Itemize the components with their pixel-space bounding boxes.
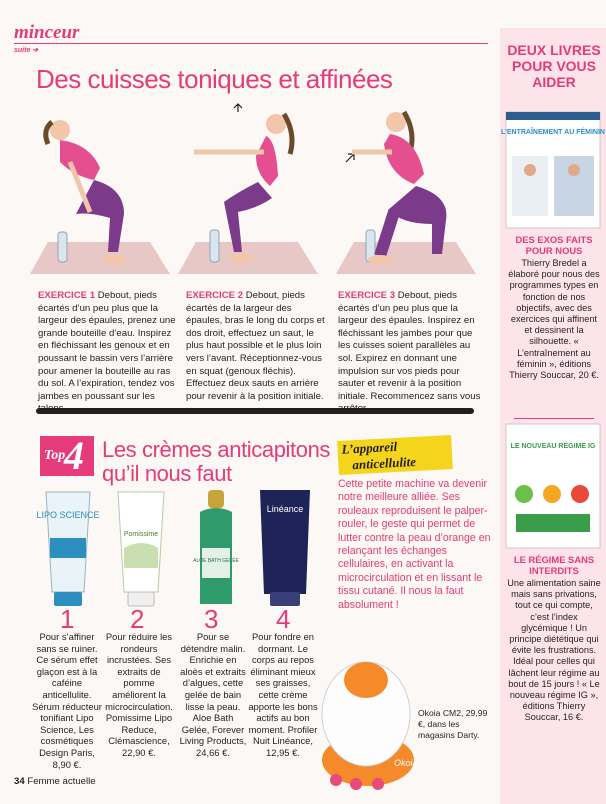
exercise-1-text [38, 290, 180, 416]
product-3-label: ALOE BATH GELÉE [193, 558, 239, 564]
book-1-subtitle: DES EXOS FAITS POUR NOUS [515, 234, 593, 256]
exercise-3-text [338, 290, 484, 416]
exercise-1-label: EXERCICE 1 [38, 290, 96, 301]
product-1-tube [36, 488, 100, 608]
exercise-3-label: EXERCICE 3 [338, 290, 396, 301]
exercise-1-body: Debout, pieds écartés d’un peu plus que la largeur des épaules, prenez une grande bouteille d’eau. Inspirez en fléchissant les genoux et en poussant le bassin vers l’arrière pour amener la bouteille au ras du sol. A l’expiration, tendez vos jambes en poussant sur les [38, 290, 176, 402]
book-2-text: Une alimentation saine mais sans privations, tout ce qui compte, c’est l’index glycémique ! Un principe diététique qui évite les frustrations. Idéal pour celles qui lâchent leur régime au bout de 15 jours ! « Le nouveau régime IG », éditions Thierry Souccar, 16 €. [507, 578, 601, 723]
sidebar-heading: DEUX LIVRES POUR VOUS AIDER [507, 42, 601, 90]
top4-badge-word: Top [44, 448, 66, 463]
section-divider [36, 408, 474, 414]
product-2-label: Pomissime [123, 531, 159, 538]
product-1-text: Pour s’affiner sans se ruiner. Ce sérum effet glaçon est à la caféine anticellulite. Sérum réducteur tonifiant Lipo Science, Les cosmétiques Design Paris, 8,90 €. [32, 631, 102, 770]
massage-device-image [306, 640, 418, 790]
book-2-subtitle: LE RÉGIME SANS INTERDITS [513, 554, 595, 576]
appareil-tag [337, 435, 453, 475]
cremes-title-line1: Les crèmes anticapitons [102, 437, 331, 462]
appareil-tag-line2: anticellulite [352, 453, 417, 473]
book-1-cover-title: L’ENTRAÎNEMENT AU FÉMININ [501, 129, 605, 136]
top4-badge-number: 4 [64, 433, 84, 478]
sidebar-rule [514, 418, 594, 419]
continued-label: suite ➔ [14, 47, 39, 54]
book-2-cover-title: LE NOUVEAU RÉGIME IG [510, 443, 596, 450]
book-1-text: Thierry Bredel a élaboré pour nous des programmes types en fonction de nos objectifs, avec des exercices qui affinent et dessinent la silhouette. « L’entraînement au féminin », éditions Thierry Souccar, 20 €. [508, 258, 600, 381]
product-2-text: Pour réduire les rondeurs incrustées. Ses extraits de pomme améliorent la microcirculation. Pomissime Lipo Reduce, Clémascience, 22,90 €. [105, 631, 173, 758]
product-1-label: LIPO SCIENCE [36, 510, 100, 520]
appareil-tag-line1: L’appareil [341, 438, 398, 457]
product-1-number: 1 [60, 604, 75, 634]
exercise-2-text [186, 290, 328, 403]
exercise-2-body: Debout, pieds écartés de la largeur des épaules, bras le long du corps et dos droit, effectuez un saut, le plus haut possible et le plus loin vers l’avant. Réceptionnez-vous en squat (genoux fléchis). Effectuez deux sauts en arrière pour revenir à la position initiale. [186, 290, 325, 402]
rubric-rule [14, 43, 488, 44]
exercise-3-body: Debout, pieds écartés d’un peu plus que la largeur des épaules. Inspirez en fléchissant les jambes pour que les cuisses soient parallèles au sol. Expirez en donnant une impulsion sur vos pieds pour sauter et revenir à la position initiale. Recommencez sans vous [338, 290, 481, 402]
section-title: Des cuisses toniques et affinées [36, 64, 393, 94]
exercise-2-illustration [178, 102, 328, 282]
product-2-tube [114, 488, 168, 608]
product-4-tube [252, 488, 318, 608]
section-rubric: minceur [14, 22, 80, 43]
exercise-1-illustration [30, 102, 180, 282]
appareil-text: Cette petite machine va devenir notre meilleure alliée. Ses rouleaux reproduisent le palper-rouler, le geste qui permet de lutter contre la peau d’orange en relançant les échanges cellulaires, en activant la microcirculation et en lissant le tissu cutané. Il nous la faut absolument ! [338, 478, 491, 611]
exercise-2-label: EXERCICE 2 [186, 290, 244, 301]
top4-badge [40, 433, 94, 478]
product-4-text: Pour fondre en dormant. Le corps au repos éliminant mieux ses graisses, cette crème apporte les bons actifs au bon moment. Profiler Nuit Linéance, 12,95 €. [248, 631, 318, 758]
product-3-bottle [186, 488, 246, 608]
product-3-text: Pour se détendre malin. Enrichie en aloès et extraits d’algues, cette gelée de bain lisse la peau. Aloe Bath Gelée, Forever Living Products, 24,66 €. [179, 631, 247, 758]
page-folio [14, 776, 96, 787]
cremes-title-line2: qu’il nous faut [102, 461, 232, 486]
page-number: 34 [14, 776, 25, 787]
exercise-3-illustration [336, 102, 486, 282]
appareil-caption: Okoia CM2, 29,99 €, dans les magasins Darty. [418, 708, 488, 740]
cremes-title [102, 438, 330, 486]
product-3-number: 3 [204, 604, 219, 634]
product-2-number: 2 [130, 604, 145, 634]
magazine-name: Femme actuelle [27, 776, 96, 787]
book-1-cover [501, 112, 605, 228]
device-brand-logo: Okoia [394, 758, 418, 768]
product-4-number: 4 [276, 604, 291, 634]
product-4-label: Linéance [266, 504, 304, 514]
book-2-cover [506, 424, 600, 548]
